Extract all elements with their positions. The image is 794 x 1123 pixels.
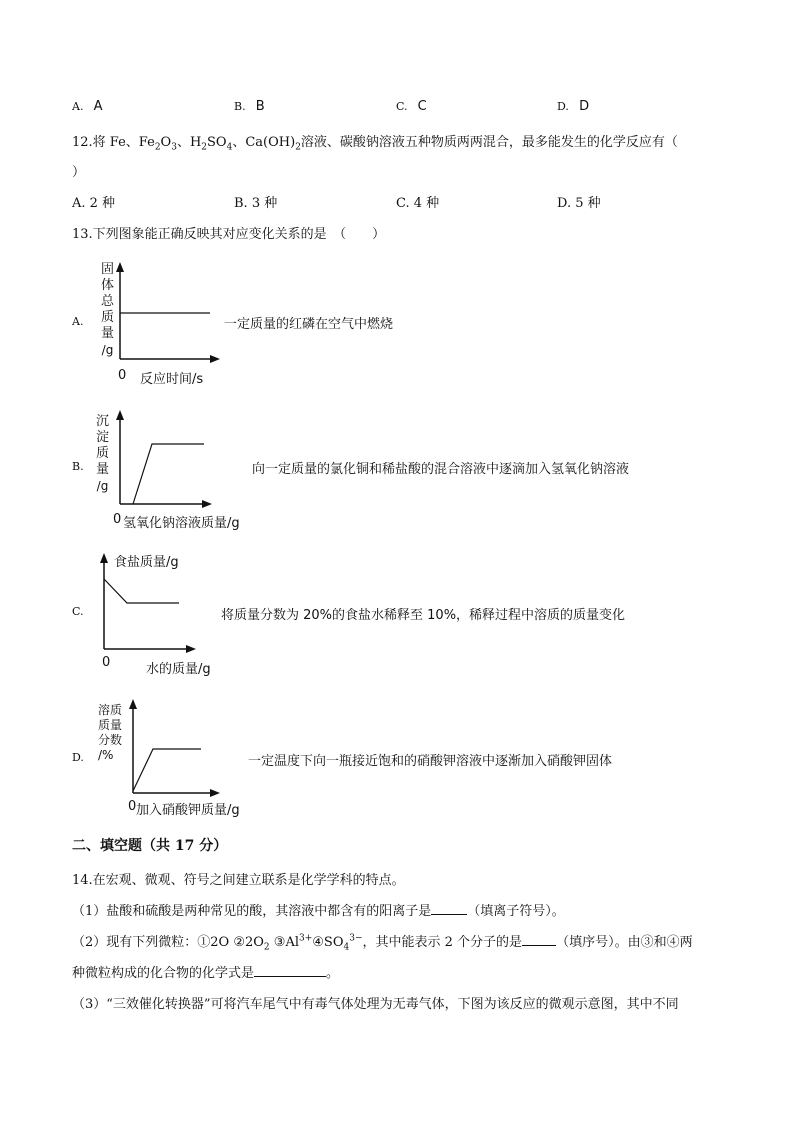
- q13-a-xlabel: 反应时间/s: [140, 372, 204, 387]
- option-letter: B.: [234, 100, 246, 113]
- ylabel-char: 量: [101, 326, 115, 341]
- ylabel-char: 固: [101, 262, 115, 277]
- q12-stem-text: 、H: [176, 135, 202, 150]
- ylabel-char: /g: [101, 343, 114, 357]
- q13-c-ylabel: 食盐质量/g: [114, 555, 179, 570]
- x-axis-arrow: [210, 789, 220, 797]
- q14-part2-text: 。: [326, 966, 340, 981]
- section-title: 二、填空题（共 17 分）: [72, 838, 228, 854]
- answer-blank[interactable]: [431, 902, 467, 915]
- q12-option-d: D. 5 种: [557, 196, 601, 211]
- ylabel-char: 质: [96, 446, 110, 461]
- q14-part2-text: （2）现有下列微粒：①2O ②2O: [72, 935, 264, 950]
- option-letter: D.: [557, 100, 569, 113]
- q12-stem-text: 溶液、碳酸钠溶液五种物质两两混合，最多能发生的化学反应有（: [300, 135, 678, 150]
- q13-d-xlabel: 加入硝酸钾质量/g: [136, 803, 240, 818]
- q12-option-b: B. 3 种: [234, 196, 278, 211]
- q12-stem-text: O: [160, 135, 172, 150]
- q12-option-a: A. 2 种: [72, 196, 116, 211]
- ylabel-line: 分数: [98, 733, 123, 747]
- q12-stem-text: 12.将 Fe、Fe: [72, 135, 155, 150]
- q14-part1-text: （1）盐酸和硫酸是两种常见的酸，其溶液中都含有的阳离子是: [72, 904, 432, 919]
- q13-d-origin: 0: [128, 799, 137, 814]
- q12-stem-line2: ）: [72, 165, 86, 180]
- q13-d-letter: D.: [72, 751, 84, 764]
- q14-part2-line2: [72, 962, 339, 981]
- q12-stem-text: SO: [207, 135, 227, 150]
- q12-option-c: C. 4 种: [396, 196, 440, 211]
- ylabel-char: 总: [101, 294, 115, 309]
- ylabel-char: 沉: [96, 414, 110, 429]
- q14-part2-text: ③Al: [269, 935, 299, 950]
- answer-blank[interactable]: [254, 964, 326, 977]
- option-text: A: [93, 99, 103, 114]
- subscript: 3: [171, 142, 177, 153]
- series-line: [133, 749, 201, 791]
- q14-part3: （3）“三效催化转换器”可将汽车尾气中有毒气体处理为无毒气体，下图为该反应的微观示意图，其中不同: [72, 997, 679, 1012]
- ylabel-line: 溶质: [98, 703, 123, 717]
- q14-stem: 14.在宏观、微观、符号之间建立联系是化学学科的特点。: [72, 873, 405, 888]
- q13-b-origin: 0: [113, 512, 122, 527]
- q13-d-description: 一定温度下向一瓶接近饱和的硝酸钾溶液中逐渐加入硝酸钾固体: [248, 754, 613, 769]
- ylabel-char: 量: [96, 462, 110, 477]
- subscript: 2: [295, 142, 301, 153]
- subscript: 4: [343, 942, 350, 953]
- q13-c-letter: C.: [72, 605, 84, 618]
- subscript: 2: [154, 142, 161, 153]
- q13-stem: 13.下列图象能正确反映其对应变化关系的是 （ ）: [72, 227, 386, 242]
- superscript: 3+: [299, 933, 313, 944]
- option-text: D: [579, 99, 590, 114]
- q14-part1-text: （填离子符号）。: [467, 904, 565, 919]
- ylabel-line: /%: [98, 748, 114, 762]
- q13-a-origin: 0: [118, 368, 127, 383]
- option-text: C: [417, 99, 427, 114]
- subscript: 2: [263, 942, 270, 953]
- answer-blank[interactable]: [522, 933, 556, 946]
- q13-b-xlabel: 氢氧化钠溶液质量/g: [123, 516, 240, 531]
- q13-b-description: 向一定质量的氯化铜和稀盐酸的混合溶液中逐滴加入氢氧化钠溶液: [252, 462, 630, 477]
- q13-b-letter: B.: [72, 460, 84, 473]
- q13-c-origin: 0: [102, 655, 111, 670]
- q12-stem-text: 、Ca(OH): [232, 135, 296, 150]
- ylabel-char: 体: [101, 278, 115, 293]
- q14-part2-text: 种微粒构成的化合物的化学式是: [72, 966, 255, 981]
- q13-a-description: 一定质量的红磷在空气中燃烧: [224, 317, 394, 332]
- ylabel-char: 淀: [96, 430, 110, 445]
- q13-c-description: 将质量分数为 20%的食盐水稀释至 10%，稀释过程中溶质的质量变化: [221, 608, 626, 623]
- q14-part2-text: ④SO: [312, 935, 344, 950]
- y-axis-arrow: [129, 699, 137, 709]
- q14-part2-text: （填序号）。由③和④两: [556, 935, 693, 950]
- subscript: 2: [201, 142, 208, 153]
- option-letter: A.: [72, 100, 84, 113]
- ylabel-line: 质量: [98, 718, 123, 732]
- option-letter: C.: [396, 100, 408, 113]
- q14-part2-text: ，其中能表示 2 个分子的是: [362, 935, 523, 950]
- superscript: 3−: [349, 933, 363, 944]
- ylabel-char: 质: [101, 310, 115, 325]
- subscript: 4: [226, 142, 233, 153]
- q13-a-letter: A.: [72, 315, 84, 328]
- q14-part1: [72, 900, 565, 919]
- q14-part2: [72, 931, 693, 953]
- q13-c-xlabel: 水的质量/g: [146, 662, 211, 677]
- option-text: B: [255, 99, 265, 114]
- ylabel-char: /g: [96, 479, 109, 493]
